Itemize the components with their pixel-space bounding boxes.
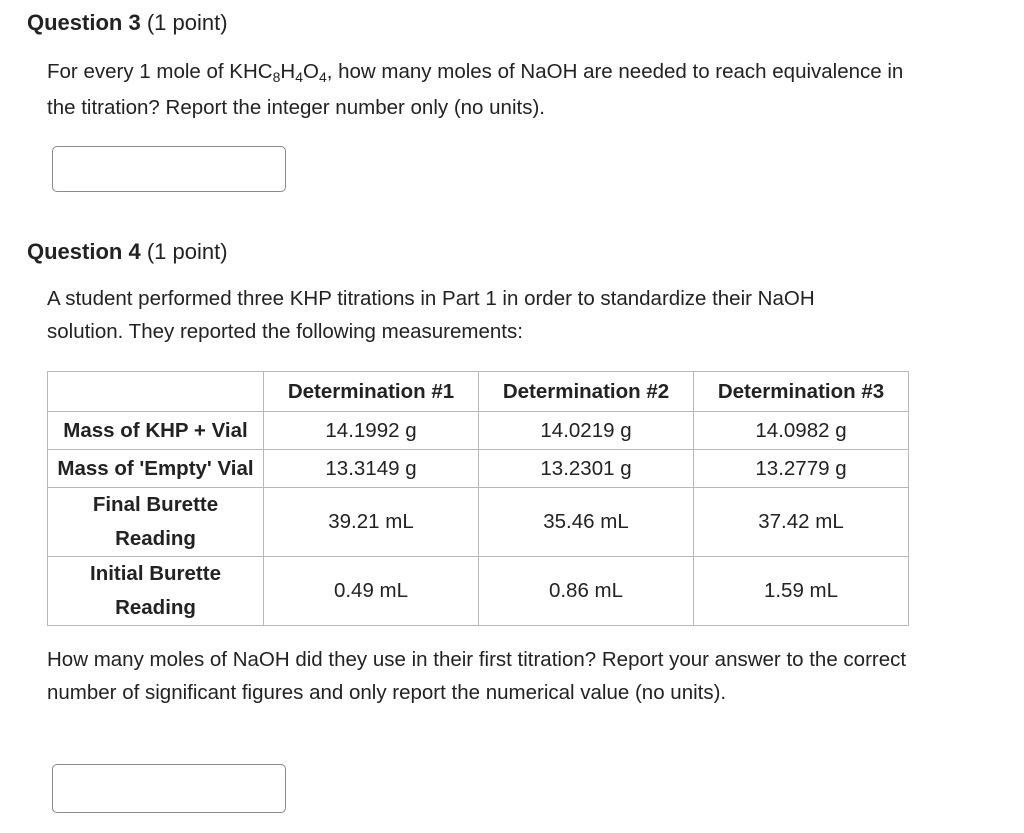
- question-3-text: [47, 54, 927, 126]
- table-cell: 13.2779 g: [694, 450, 909, 488]
- column-header-determination-1: Determination #1: [264, 372, 479, 412]
- question-4-heading: [27, 238, 228, 266]
- column-header-determination-2: Determination #2: [479, 372, 694, 412]
- subscript-4: 4: [295, 69, 303, 85]
- table-cell: 35.46 mL: [479, 488, 694, 557]
- row-label-line: Final Burette: [92, 493, 219, 516]
- table-row: [48, 557, 909, 626]
- row-label-line: Initial Burette: [90, 562, 221, 585]
- subscript-4: 4: [318, 69, 327, 85]
- measurements-table: [47, 371, 909, 626]
- row-label-line: Reading: [115, 527, 196, 550]
- row-label-line: Reading: [115, 596, 196, 619]
- row-label-initial-burette-reading: [48, 557, 264, 626]
- row-label-final-burette-reading: [48, 488, 264, 557]
- question-3-answer-input[interactable]: [52, 146, 286, 192]
- question-3-heading: [27, 9, 228, 37]
- table-cell: 13.2301 g: [479, 450, 694, 488]
- subscript-8: 8: [272, 69, 281, 85]
- table-cell: 14.1992 g: [264, 412, 479, 450]
- row-label-mass-khp-vial: Mass of KHP + Vial: [48, 412, 264, 450]
- table-cell: 39.21 mL: [264, 488, 479, 557]
- question-4-title: Question 4: [27, 239, 141, 264]
- table-row: [48, 450, 909, 488]
- table-cell: 1.59 mL: [694, 557, 909, 626]
- table-cell: 0.49 mL: [264, 557, 479, 626]
- question-3-points: (1 point): [146, 10, 228, 35]
- table-cell: 37.42 mL: [694, 488, 909, 557]
- table-cell: 13.3149 g: [264, 450, 479, 488]
- question-3-text-part: , how many moles of NaOH are needed to reach equivalence in the titration? Report the integer number only (no units).: [47, 60, 904, 119]
- question-3-text-part: H: [280, 60, 296, 83]
- question-4-answer-input[interactable]: [52, 764, 286, 813]
- question-4-points: (1 point): [146, 239, 228, 264]
- table-row: [48, 488, 909, 557]
- row-label-mass-empty-vial: Mass of 'Empty' Vial: [48, 450, 264, 488]
- table-corner-cell: [48, 372, 264, 412]
- column-header-determination-3: Determination #3: [694, 372, 909, 412]
- table-cell: 14.0982 g: [694, 412, 909, 450]
- table-cell: 0.86 mL: [479, 557, 694, 626]
- question-4-intro: A student performed three KHP titrations in Part 1 in order to standardize their NaOH solution. They reported the following measurements:: [47, 287, 815, 343]
- question-3-text-part: O: [302, 60, 319, 83]
- table-cell: 14.0219 g: [479, 412, 694, 450]
- question-3-title: Question 3: [27, 10, 141, 35]
- question-3-text-part: For every 1 mole of KHC: [47, 60, 273, 83]
- table-header-row: [48, 372, 909, 412]
- question-4-text: How many moles of NaOH did they use in their first titration? Report your answer to the correct number of significant figures and only report the numerical value (no units).: [47, 648, 907, 704]
- table-row: [48, 412, 909, 450]
